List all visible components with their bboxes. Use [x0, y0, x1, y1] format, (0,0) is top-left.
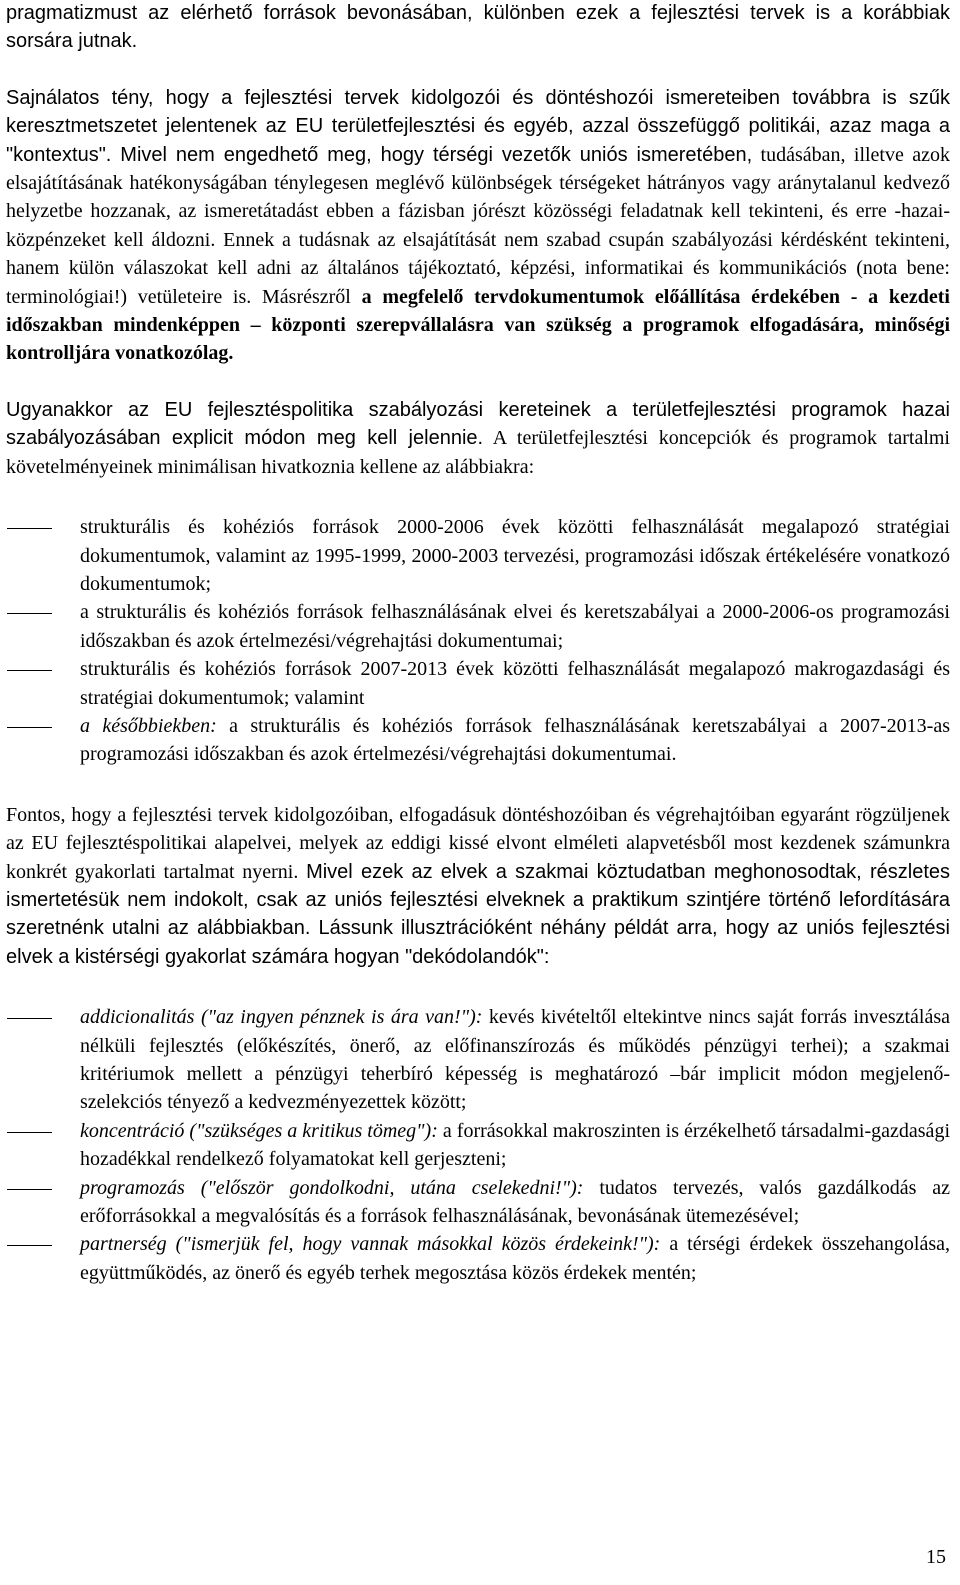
list-item: partnerség ("ismerjük fel, hogy vannak másokkal közös érdekeink!"): a térségi érdekek összehangolása, együttműködés, az önerő és egyéb terhek megosztása közös érdekek mentén; [6, 1230, 950, 1287]
paragraph-principles-serif: Fontos, hogy a fejlesztési tervek kidolgozóiban, elfogadásuk döntéshozóiban és végrehajtóiban egyaránt rögzüljenek az EU fejlesztéspolitikai alapelvei, melyek az eddigi kissé elvont elméleti alapvetésből most kezdenek számunkra konkrét gyakorlati tartalmat nyerni. [6, 803, 950, 883]
list-item: strukturális és kohéziós források 2000-2006 évek közötti felhasználását megalapozó stratégiai dokumentumok, valamint az 1995-1999, 2000-2003 tervezési, programozási időszak értékelésére vonatkozó dokumentumok; [6, 513, 950, 598]
list-item: addicionalitás ("az ingyen pénznek is ára van!"): kevés kivételtől eltekintve nincs saját forrás invesztálása nélküli fejlesztés (előkészítés, önerő, az előfinanszírozás és működés pénzügyi terhei); a szakmai kritériumok mellett a pénzügyi teherbíró képesség is meghatározó –bár implicit módon megjelenő- szelekciós tényező a kedvezményezettek között; [6, 1003, 950, 1117]
list-item: koncentráció ("szükséges a kritikus tömeg"): a forrásokkal makroszinten is érzékelhető társadalmi-gazdasági hozadékkal rendelkező folyamatokat kell gerjeszteni; [6, 1117, 950, 1174]
paragraph-regulation-serif: A területfejlesztési koncepciók és programok tartalmi követelményeinek minimálisan hivatkoznia kellene az alábbiakra: [6, 427, 950, 478]
list-item: a későbbiekben: a strukturális és kohéziós források felhasználásának keretszabályai a 2007-2013-as programozási időszakban és azok értelmezési/végrehajtási dokumentumai. [6, 712, 950, 769]
paragraph-knowledge-bold: a megfelelő tervdokumentumok előállítása érdekében - a kezdeti időszakban mindenképpen – központi szerepvállalásra van szükség a programok elfogadására, minőségi kontrolljára vonatkozólag. [6, 285, 950, 365]
list-item: strukturális és kohéziós források 2007-2013 évek közötti felhasználását megalapozó makrogazdasági és stratégiai dokumentumok; valamint [6, 655, 950, 712]
list-item: programozás ("először gondolkodni, utána cselekedni!"): tudatos tervezés, valós gazdálkodás az erőforrásokkal a megvalósítás és a források felhasználásának, bevonásának ütemezésével; [6, 1174, 950, 1231]
paragraph-intro [6, 0, 950, 56]
page-number: 15 [926, 1546, 946, 1568]
paragraph-knowledge-serif: tudásában, illetve azok elsajátításának hatékonyságában ténylegesen meglévő különbségek térségeket hátrányos vagy aránytalanul kedvező helyzetbe hozzanak, az ismeretátadást ebben a fázisban jórészt közösségi feladatnak kell tekinteni, és erre -hazai- közpénzeket kell áldozni. Ennek a tudásnak az elsajátítását nem szabad csupán szabályozási kérdésként tekinteni, hanem külön válaszokat kell adni az általános tájékoztató, képzési, informatikai és kommunikációs (nota bene: terminológiai!) vetületeire is. Másrészről [6, 143, 950, 308]
paragraph-knowledge [6, 84, 950, 368]
paragraph-intro-text: pragmatizmust az elérhető források bevonásában, különben ezek a fejlesztési tervek is a korábbiak sorsára jutnak. [6, 2, 950, 53]
list-item: a strukturális és kohéziós források felhasználásának elvei és keretszabályai a 2000-2006-os programozási időszakban és azok értelmezési/végrehajtási dokumentumai; [6, 598, 950, 655]
paragraph-knowledge-sans: Sajnálatos tény, hogy a fejlesztési tervek kidolgozói és döntéshozói ismereteiben továbbra is szűk keresztmetszetet jelentenek az EU területfejlesztési és egyéb, azzal összefüggő politikái, azaz maga a "kontextus". Mivel nem engedhető meg, hogy térségi vezetők uniós ismeretében, [6, 86, 950, 166]
paragraph-regulation-sans: Ugyanakkor az EU fejlesztéspolitika szabályozási kereteinek a területfejlesztési programok hazai szabályozásában explicit módon meg kell jelennie. [6, 398, 950, 450]
reference-list [6, 513, 950, 769]
paragraph-principles [6, 801, 950, 971]
paragraph-regulation [6, 396, 950, 481]
paragraph-principles-sans: Mivel ezek az elvek a szakmai köztudatban meghonosodtak, részletes ismertetésük nem indokolt, csak az uniós fejlesztési elveknek a praktikum szintjére történő lefordítására szeretnénk utalni az alábbiakban. Lássunk illusztrációként néhány példát arra, hogy az uniós fejlesztési elvek a kistérségi gyakorlat számára hogyan "dekódolandók": [6, 860, 950, 968]
principles-list [6, 1003, 950, 1287]
